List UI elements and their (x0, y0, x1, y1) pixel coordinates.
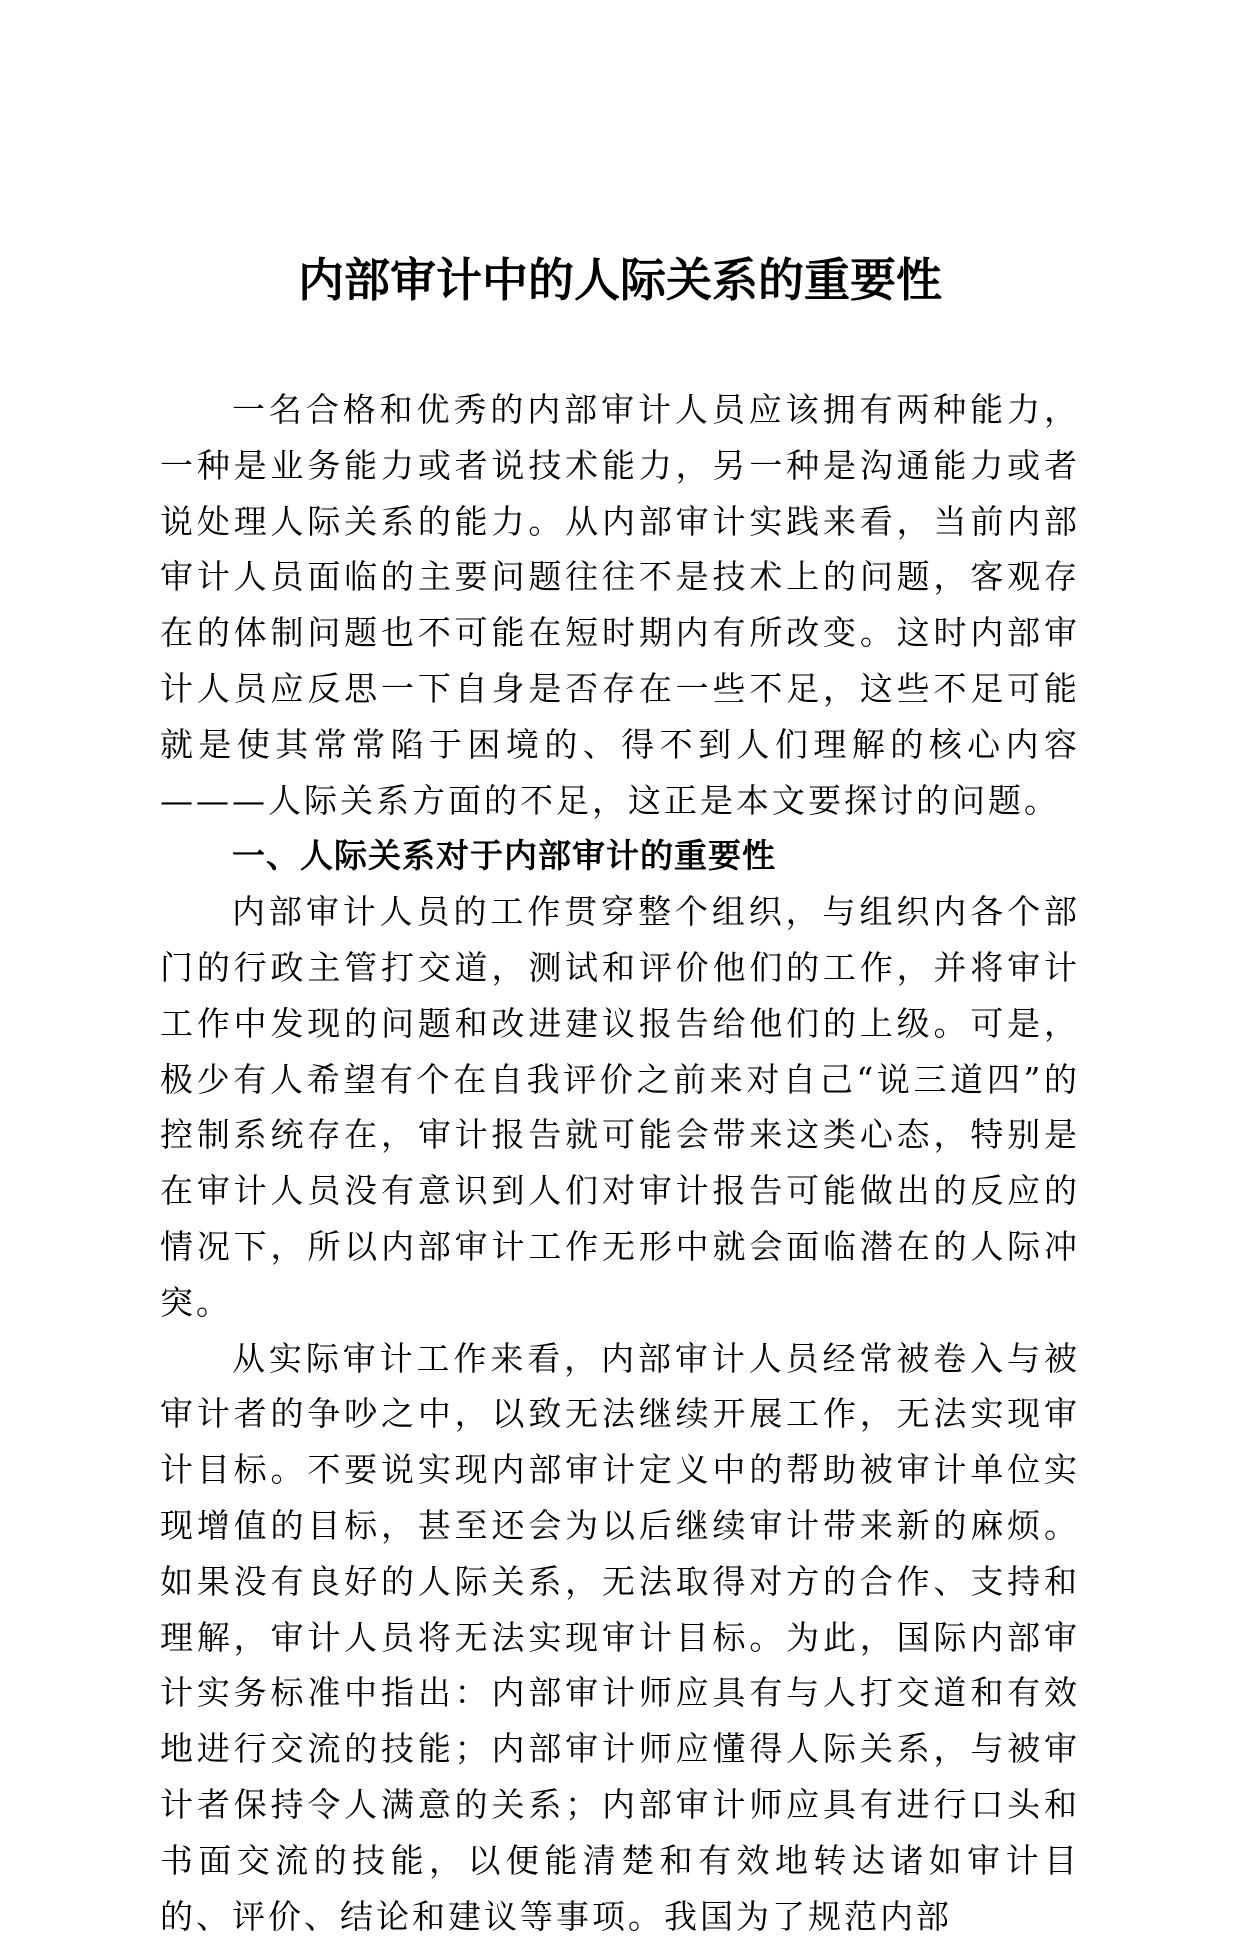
document-body (160, 382, 1080, 1944)
paragraph-body-1: 内部审计人员的工作贯穿整个组织，与组织内各个部门的行政主管打交道，测试和评价他们的工作，并将审计工作中发现的问题和改进建议报告给他们的上级。可是，极少有人希望有个在自我评价之前来对自己“说三道四”的控制系统存在，审计报告就可能会带来这类心态，特别是在审计人员没有意识到人们对审计报告可能做出的反应的情况下，所以内部审计工作无形中就会面临潜在的人际冲突。 (160, 892, 1080, 1322)
paragraph-intro: 一名合格和优秀的内部审计人员应该拥有两种能力，一种是业务能力或者说技术能力，另一种是沟通能力或者说处理人际关系的能力。从内部审计实践来看，当前内部审计人员面临的主要问题往往不是技术上的问题，客观存在的体制问题也不可能在短时期内有所改变。这时内部审计人员应反思一下自身是否存在一些不足，这些不足可能就是使其常常陷于困境的、得不到人们理解的核心内容———人际关系方面的不足，这正是本文要探讨的问题。 (160, 390, 1080, 820)
paragraph-body-2: 从实际审计工作来看，内部审计人员经常被卷入与被审计者的争吵之中，以致无法继续开展工作，无法实现审计目标。不要说实现内部审计定义中的帮助被审计单位实现增值的目标，甚至还会为以后继续审计带来新的麻烦。如果没有良好的人际关系，无法取得对方的合作、支持和理解，审计人员将无法实现审计目标。为此，国际内部审计实务标准中指出：内部审计师应具有与人打交道和有效地进行交流的技能；内部审计师应懂得人际关系，与被审计者保持令人满意的关系；内部审计师应具有进行口头和书面交流的技能，以便能清楚和有效地转达诸如审计目的、评价、结论和建议等事项。我国为了规范内部 (160, 1338, 1080, 1936)
section-heading: 一、人际关系对于内部审计的重要性 (232, 836, 776, 876)
document-title: 内部审计中的人际关系的重要性 (298, 253, 942, 307)
